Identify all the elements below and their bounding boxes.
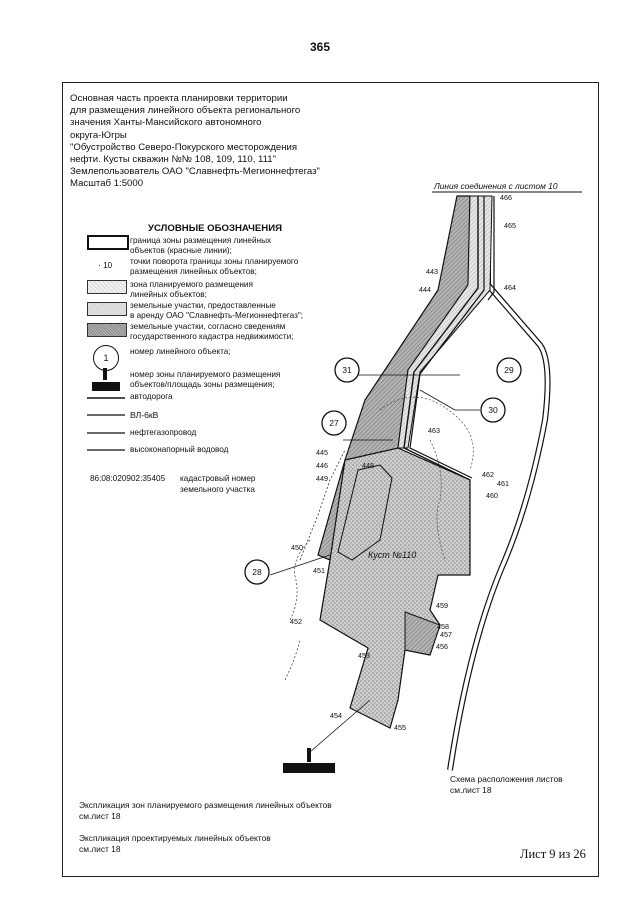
legend-red-lines-2: объектов (красные линии); [130, 246, 232, 255]
legend-rent-2: в аренду ОАО "Славнефть-Мегионнефтегаз"; [130, 311, 304, 320]
legend-turn-point-number: 10 [103, 261, 113, 270]
title-line: Основная часть проекта планировки территории [70, 93, 288, 104]
legend-cadastral-label-2: земельного участка [180, 485, 255, 494]
legend-power-line: ВЛ-6кВ [130, 410, 159, 420]
legend-rent-1: земельные участки, предоставленные [130, 301, 276, 310]
scale-label: Масштаб 1:5000 [70, 178, 144, 190]
page-number: 365 [309, 40, 331, 54]
scheme-label-2: см.лист 18 [450, 785, 492, 795]
legend-zone-1: зона планируемого размещения [130, 280, 253, 289]
well-pad-area [320, 448, 470, 728]
title-line: нефти. Кусты скважин №№ 108, 109, 110, 111" [70, 154, 277, 166]
point-457: 457 [440, 630, 452, 639]
legend-road: автодорога [130, 392, 173, 401]
title-line: для размещения линейного объекта регионального [70, 105, 301, 117]
legend-cadastre-2: государственного кадастра недвижимости; [130, 332, 294, 341]
point-451: 451 [313, 566, 325, 575]
point-462: 462 [482, 470, 494, 479]
object-number-28: 28 [252, 567, 262, 577]
sheet-label: Лист 9 из 26 [520, 847, 586, 861]
object-number-27: 27 [329, 418, 339, 428]
connection-line-label: Линия соединения с листом 10 [434, 181, 558, 191]
zone-number-marker-stem [307, 748, 311, 762]
legend-oil-pipeline: нефтегазопровод [130, 428, 197, 437]
legend-title: УСЛОВНЫЕ ОБОЗНАЧЕНИЯ [148, 223, 282, 234]
legend-cadastre-1: земельные участки, согласно сведениям [130, 322, 286, 331]
legend-zone-number-1: номер зоны планируемого размещения [130, 370, 281, 379]
legend-object-number: номер линейного объекта; [130, 347, 231, 356]
point-456: 456 [436, 642, 448, 651]
zone-number-marker [283, 763, 335, 773]
well-pad-label: Куст №110 [368, 550, 417, 560]
title-line: "Обустройство Северо-Покурского месторождения [70, 141, 298, 153]
point-461: 461 [497, 479, 509, 488]
point-454: 454 [330, 711, 342, 720]
legend-water-pipeline: высоконапорный водовод [130, 445, 229, 454]
legend-turn-point-sample: · 10 [98, 260, 113, 270]
point-453: 453 [358, 651, 370, 660]
legend-zone-number-2: объектов/площадь зоны размещения; [130, 380, 275, 389]
explication-zones-2: см.лист 18 [79, 811, 121, 821]
legend-turn-points-2: размещения линейных объектов; [130, 267, 257, 276]
legend-turn-points-1: точки поворота границы зоны планируемого [130, 257, 299, 266]
legend-cadastral-label-1: кадастровый номер [180, 474, 256, 483]
legend-red-lines-1: граница зоны размещения линейных [130, 236, 272, 245]
point-464: 464 [504, 283, 516, 292]
explication-zones-1: Экспликация зон планируемого размещения линейных объектов [79, 800, 332, 810]
title-line: округа-Югры [70, 129, 127, 141]
title-line: Землепользователь ОАО "Славнефть-Мегионнефтегаз" [70, 166, 320, 178]
explication-objects-2: см.лист 18 [79, 844, 121, 854]
point-446: 446 [316, 461, 328, 470]
point-445: 445 [316, 448, 328, 457]
title-line: значения Ханты-Мансийского автономного [70, 117, 262, 129]
point-463: 463 [428, 426, 440, 435]
point-452: 452 [290, 617, 302, 626]
point-465: 465 [504, 221, 516, 230]
object-number-31: 31 [342, 365, 352, 375]
point-448: 448 [362, 461, 374, 470]
point-449: 449 [316, 474, 328, 483]
point-466: 466 [500, 193, 512, 202]
legend-object-number-sample: 1 [93, 345, 119, 371]
scheme-label-1: Схема расположения листов [450, 774, 563, 784]
point-460: 460 [486, 491, 498, 500]
explication-objects-1: Экспликация проектируемых линейных объектов [79, 833, 271, 843]
point-458: 458 [437, 622, 449, 631]
point-459: 459 [436, 601, 448, 610]
legend-cadastral-sample: 86:08:020902:35405 [90, 474, 166, 483]
point-443: 443 [426, 267, 438, 276]
point-444: 444 [419, 285, 431, 294]
object-number-30: 30 [488, 405, 498, 415]
point-450: 450 [291, 543, 303, 552]
point-455: 455 [394, 723, 406, 732]
object-number-29: 29 [504, 365, 514, 375]
legend-zone-2: линейных объектов; [130, 290, 207, 299]
